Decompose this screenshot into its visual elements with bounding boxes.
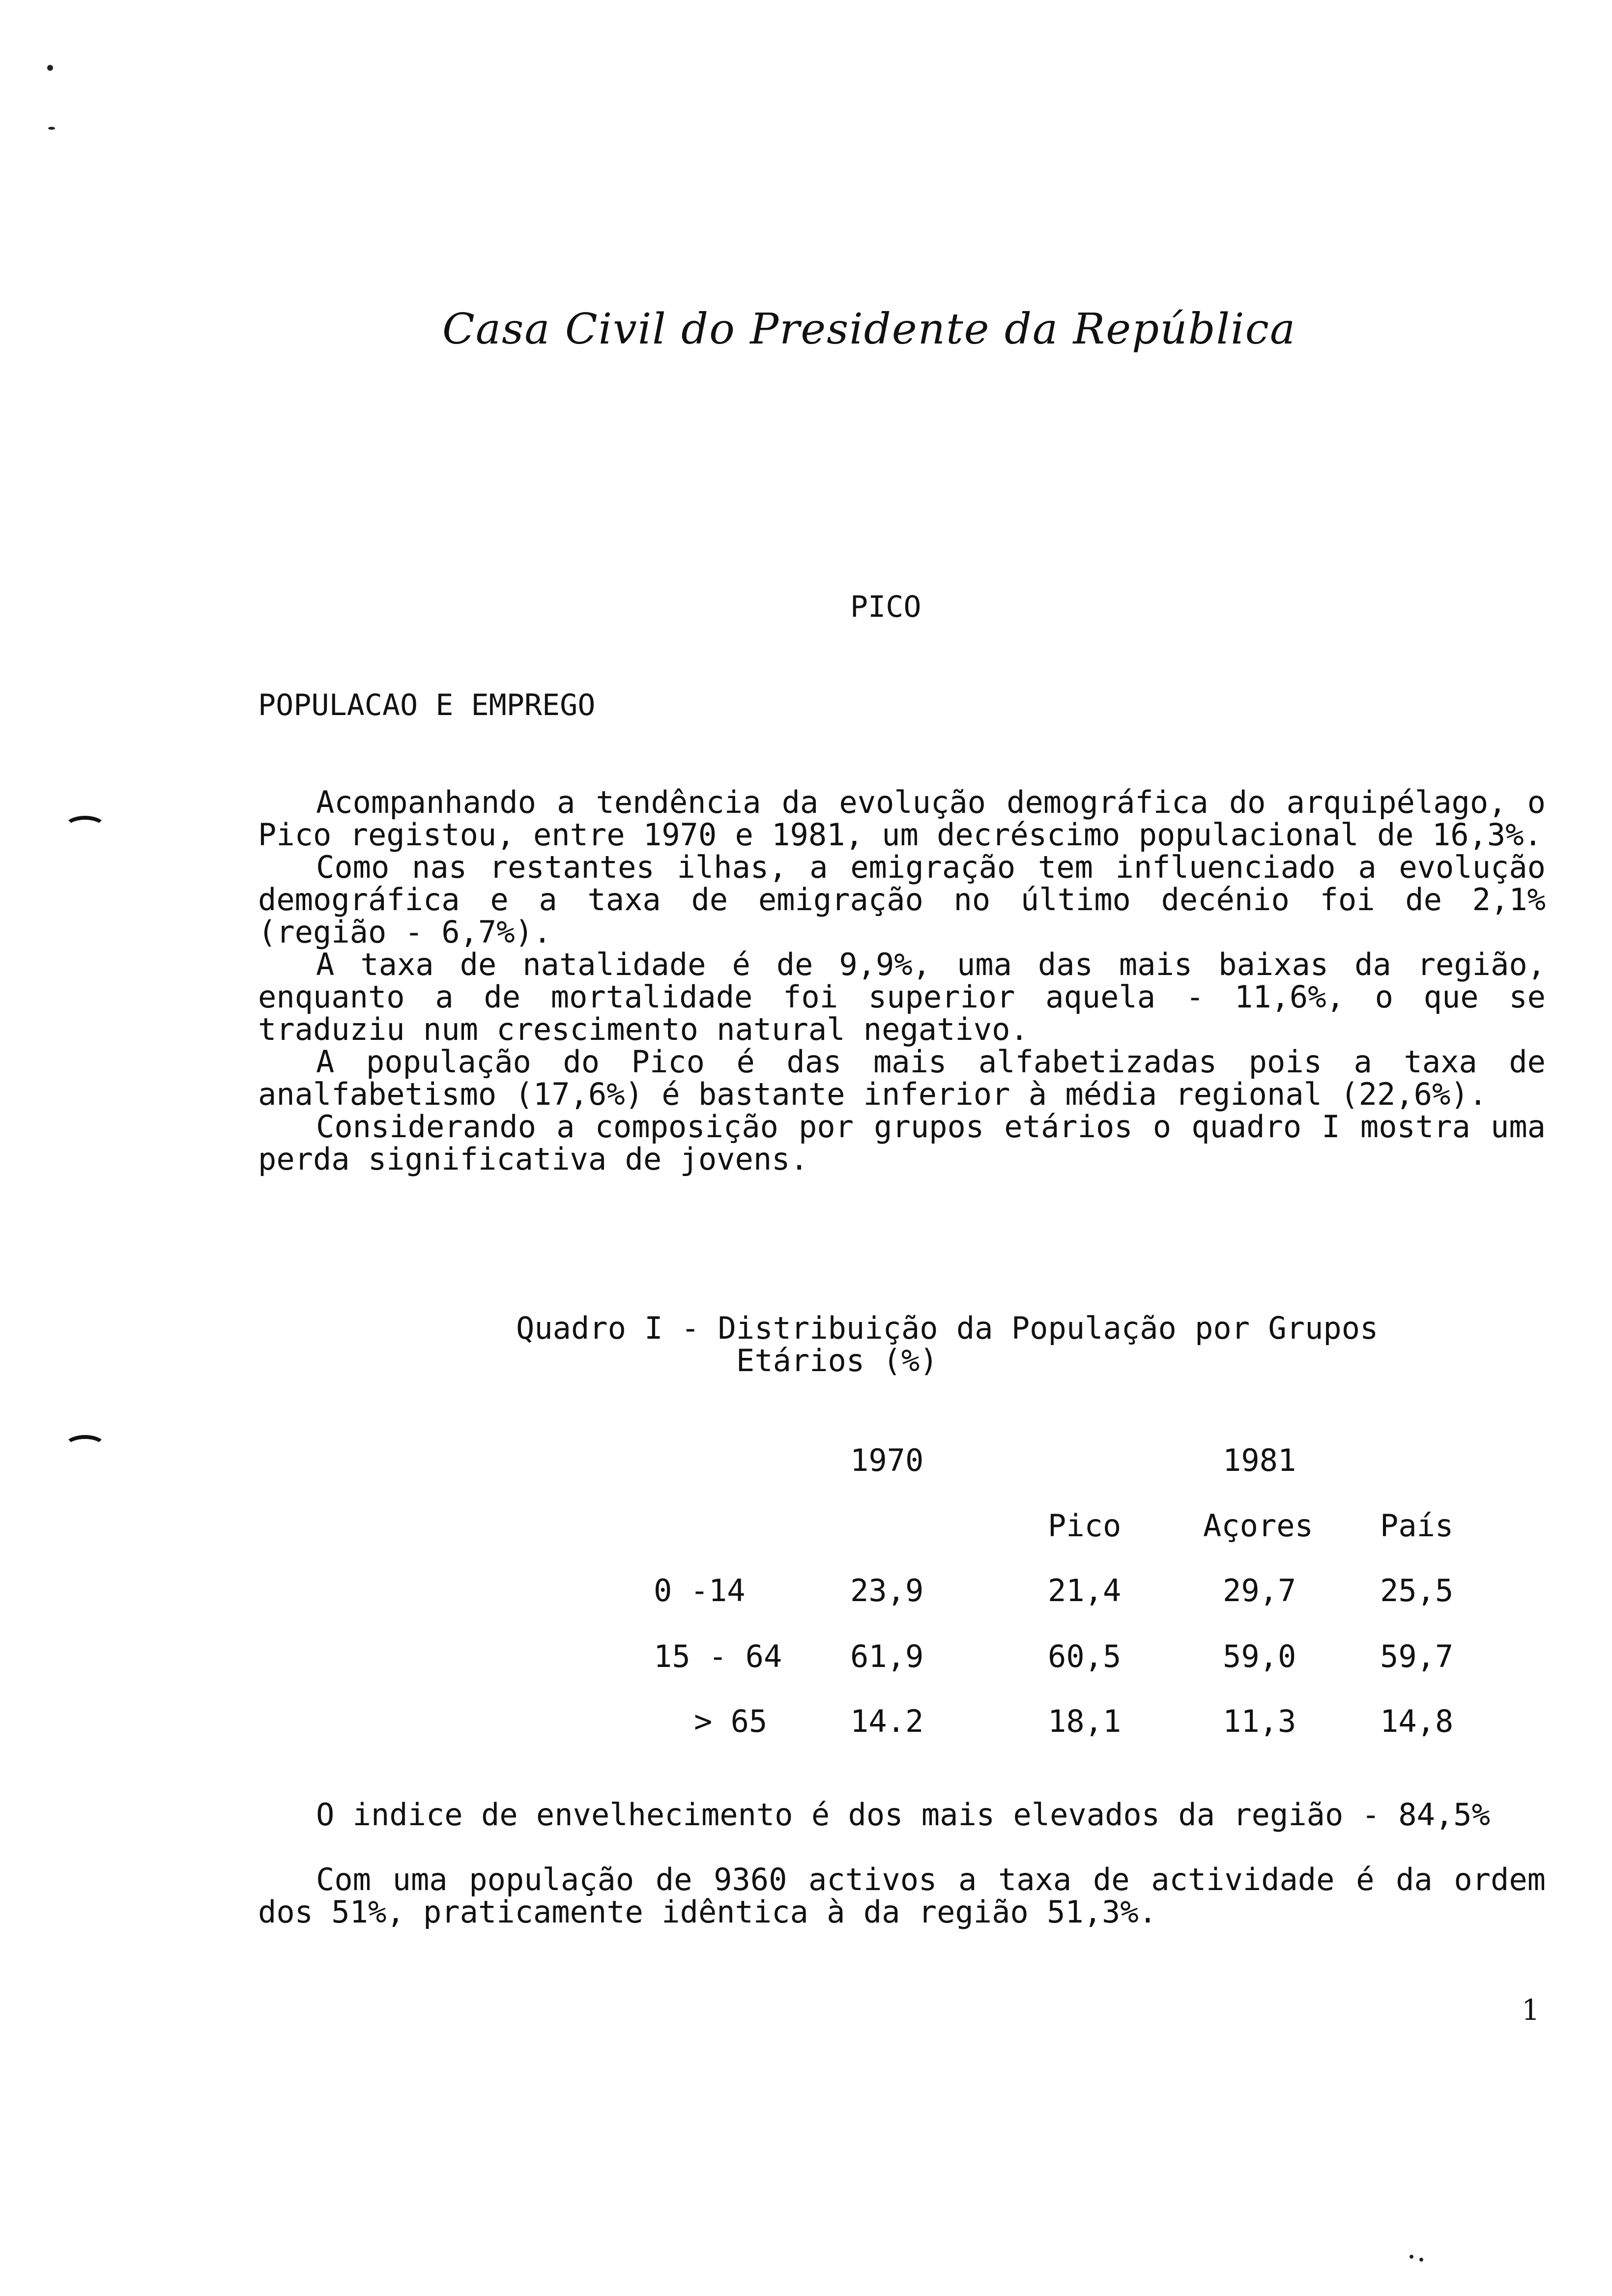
table-cell: 25,5	[1380, 1573, 1454, 1608]
table-cell: 18,1	[1048, 1703, 1122, 1739]
table-cell: 14.2	[850, 1703, 924, 1739]
section-heading: POPULACAO E EMPREGO	[258, 688, 596, 722]
binder-hole-mark	[64, 816, 106, 839]
scan-speck	[48, 127, 55, 130]
paragraph: O indice de envelhecimento é dos mais elevados da região - 84,5%	[316, 1797, 1490, 1833]
page-number: 1	[1522, 1993, 1540, 2027]
body-text-bottom	[258, 1799, 1546, 1928]
table-cell: 29,7	[1223, 1573, 1296, 1608]
paragraph: A taxa de natalidade é de 9,9%, uma das mais baixas da região, enquanto a de mortalidade foi superior aquela - 11,6%, o que se traduziu num crescimento natural negativo.	[258, 947, 1546, 1047]
table-cell: 14,8	[1380, 1703, 1454, 1739]
table-cell: 61,9	[850, 1638, 924, 1674]
table-cell: 59,0	[1223, 1638, 1296, 1674]
table-row-label: 15 - 64	[654, 1638, 782, 1674]
binder-hole-mark	[64, 1435, 106, 1459]
paragraph: A população do Pico é das mais alfabetizadas pois a taxa de analfabetismo (17,6%) é bastante inferior à média regional (22,6%).	[258, 1044, 1546, 1112]
letterhead: Casa Civil do Presidente da República	[442, 305, 1296, 354]
table-cell: 21,4	[1048, 1573, 1122, 1608]
table-cell: 59,7	[1380, 1638, 1454, 1674]
table-row-label: 0 -14	[654, 1573, 746, 1608]
paragraph: Com uma população de 9360 activos a taxa de actividade é da ordem dos 51%, praticamente idêntica à da região 51,3%.	[258, 1862, 1546, 1930]
table-header-1981: 1981	[1223, 1442, 1296, 1478]
table-row-label: > 65	[694, 1703, 768, 1739]
table-cell: 60,5	[1048, 1638, 1122, 1674]
scan-speck	[47, 65, 53, 71]
paragraph: Acompanhando a tendência da evolução demográfica do arquipélago, o Pico registou, entre 1970 e 1981, um decréscimo populacional de 16,3%.	[258, 784, 1546, 853]
paragraph: Como nas restantes ilhas, a emigração tem influenciado a evolução demográfica e a taxa de emigração no último decénio foi de 2,1% (região - 6,7%).	[258, 849, 1546, 950]
table-subheader-pico: Pico	[1048, 1508, 1122, 1544]
table-cell: 11,3	[1223, 1703, 1296, 1739]
table-subheader-pais: País	[1380, 1508, 1454, 1544]
table-cell: 23,9	[850, 1573, 924, 1608]
page-title: PICO	[850, 590, 921, 624]
table-subheader-acores: Açores	[1203, 1508, 1313, 1544]
paragraph: Considerando a composição por grupos etários o quadro I mostra uma perda significativa de jovens.	[258, 1109, 1546, 1177]
scan-speck	[1410, 2255, 1413, 2259]
scan-speck	[1419, 2258, 1423, 2262]
table-header-1970: 1970	[850, 1442, 924, 1478]
body-text-top	[258, 786, 1546, 1176]
table-caption: Quadro I - Distribuição da População por Grupos Etários (%)	[516, 1310, 1379, 1378]
